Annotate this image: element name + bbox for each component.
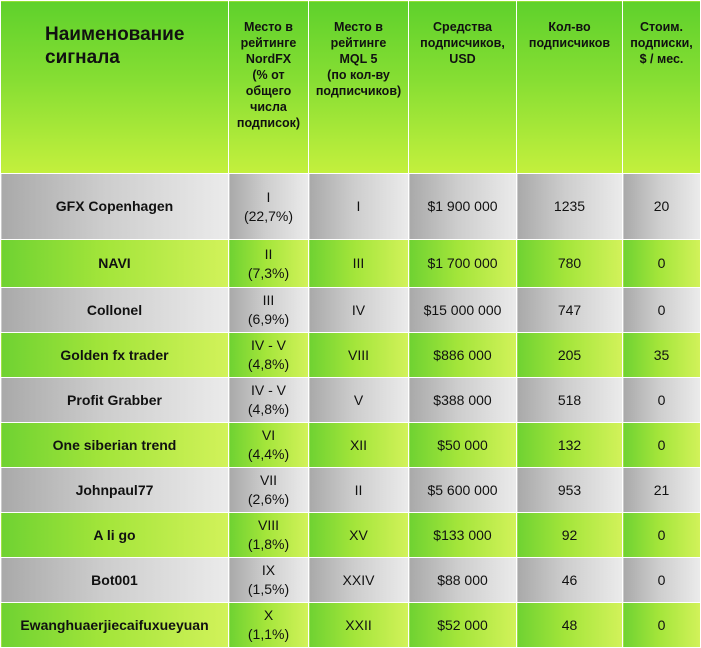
header-signal-name: Наименование сигнала <box>1 1 229 174</box>
nordfx-rank-cell <box>229 513 309 558</box>
subscriber-funds-cell: $52 000 <box>409 603 517 648</box>
signal-name-cell: Profit Grabber <box>1 378 229 423</box>
subscription-price-cell: 21 <box>623 468 701 513</box>
subscription-price-cell: 0 <box>623 423 701 468</box>
mql5-rank-cell: XII <box>309 423 409 468</box>
header-row <box>1 1 701 174</box>
nordfx-place: VII <box>259 472 278 488</box>
nordfx-share: (2,6%) <box>247 491 290 507</box>
signal-name-cell: Bot001 <box>1 558 229 603</box>
table-row <box>1 423 701 468</box>
table-row <box>1 174 701 240</box>
subscription-price-cell: 20 <box>623 174 701 240</box>
mql5-rank-cell: I <box>309 174 409 240</box>
nordfx-place: III <box>262 292 275 308</box>
mql5-rank-cell: VIII <box>309 333 409 378</box>
nordfx-share: (1,1%) <box>247 626 290 642</box>
mql5-rank-cell: V <box>309 378 409 423</box>
mql5-rank-cell: IV <box>309 288 409 333</box>
subscriber-funds-cell: $886 000 <box>409 333 517 378</box>
subscriber-count-cell: 780 <box>517 240 623 288</box>
subscription-price-cell: 0 <box>623 603 701 648</box>
table-body <box>1 174 701 648</box>
signal-name-cell: One siberian trend <box>1 423 229 468</box>
subscription-price-cell: 0 <box>623 513 701 558</box>
nordfx-rank-cell <box>229 423 309 468</box>
table-row <box>1 333 701 378</box>
nordfx-place: VI <box>261 427 276 443</box>
nordfx-share: (7,3%) <box>247 264 290 281</box>
nordfx-rank-cell <box>229 240 309 288</box>
mql5-rank-cell: XV <box>309 513 409 558</box>
signal-name-cell: GFX Copenhagen <box>1 174 229 240</box>
nordfx-rank-cell <box>229 603 309 648</box>
nordfx-place: I <box>266 188 271 205</box>
subscription-price-cell: 35 <box>623 333 701 378</box>
nordfx-share: (1,5%) <box>247 581 290 597</box>
signal-name-cell: NAVI <box>1 240 229 288</box>
nordfx-rank-cell <box>229 378 309 423</box>
nordfx-rank-cell <box>229 333 309 378</box>
subscriber-count-cell: 46 <box>517 558 623 603</box>
nordfx-share: (4,8%) <box>247 356 290 372</box>
subscriber-funds-cell: $388 000 <box>409 378 517 423</box>
nordfx-place: X <box>263 607 274 623</box>
signal-name-cell: Collonel <box>1 288 229 333</box>
mql5-rank-cell: II <box>309 468 409 513</box>
subscriber-count-cell: 132 <box>517 423 623 468</box>
table-row <box>1 378 701 423</box>
subscriber-funds-cell: $5 600 000 <box>409 468 517 513</box>
table-row <box>1 558 701 603</box>
header-subscription-price: Стоим. подписки, $ / мес. <box>623 1 701 174</box>
nordfx-place: IV - V <box>250 382 286 398</box>
table-row <box>1 468 701 513</box>
table-row <box>1 603 701 648</box>
nordfx-rank-cell <box>229 174 309 240</box>
subscriber-count-cell: 747 <box>517 288 623 333</box>
nordfx-share: (4,8%) <box>247 401 290 417</box>
header-mql5-rank: Место в рейтинге MQL 5 (по кол-ву подписчиков) <box>309 1 409 174</box>
subscriber-count-cell: 1235 <box>517 174 623 240</box>
nordfx-share: (4,4%) <box>247 446 290 462</box>
table-row <box>1 288 701 333</box>
subscriber-count-cell: 48 <box>517 603 623 648</box>
nordfx-place: II <box>264 245 273 262</box>
subscription-price-cell: 0 <box>623 378 701 423</box>
subscriber-count-cell: 953 <box>517 468 623 513</box>
subscriber-funds-cell: $88 000 <box>409 558 517 603</box>
subscriber-funds-cell: $1 700 000 <box>409 240 517 288</box>
header-nordfx-rank: Место в рейтинге NordFX (% от общего числа подписок) <box>229 1 309 174</box>
subscriber-funds-cell: $1 900 000 <box>409 174 517 240</box>
header-subscriber-funds: Средства подписчиков, USD <box>409 1 517 174</box>
nordfx-share: (22,7%) <box>243 207 294 224</box>
subscriber-count-cell: 518 <box>517 378 623 423</box>
subscriber-count-cell: 92 <box>517 513 623 558</box>
signal-name-cell: Golden fx trader <box>1 333 229 378</box>
table-row <box>1 240 701 288</box>
subscriber-funds-cell: $15 000 000 <box>409 288 517 333</box>
mql5-rank-cell: III <box>309 240 409 288</box>
subscriber-count-cell: 205 <box>517 333 623 378</box>
signal-name-cell: A li go <box>1 513 229 558</box>
subscriber-funds-cell: $133 000 <box>409 513 517 558</box>
nordfx-place: IX <box>261 562 276 578</box>
subscriber-funds-cell: $50 000 <box>409 423 517 468</box>
nordfx-place: IV - V <box>250 337 286 353</box>
signal-name-cell: Ewanghuaerjiecaifuxueyuan <box>1 603 229 648</box>
nordfx-share: (1,8%) <box>247 536 290 552</box>
subscription-price-cell: 0 <box>623 288 701 333</box>
nordfx-place: VIII <box>257 517 279 533</box>
signal-name-cell: Johnpaul77 <box>1 468 229 513</box>
subscription-price-cell: 0 <box>623 240 701 288</box>
mql5-rank-cell: XXIV <box>309 558 409 603</box>
nordfx-rank-cell <box>229 558 309 603</box>
nordfx-rank-cell <box>229 468 309 513</box>
nordfx-rank-cell <box>229 288 309 333</box>
table-row <box>1 513 701 558</box>
header-subscriber-count: Кол-во подписчиков <box>517 1 623 174</box>
mql5-rank-cell: XXII <box>309 603 409 648</box>
subscription-price-cell: 0 <box>623 558 701 603</box>
nordfx-share: (6,9%) <box>247 311 290 327</box>
